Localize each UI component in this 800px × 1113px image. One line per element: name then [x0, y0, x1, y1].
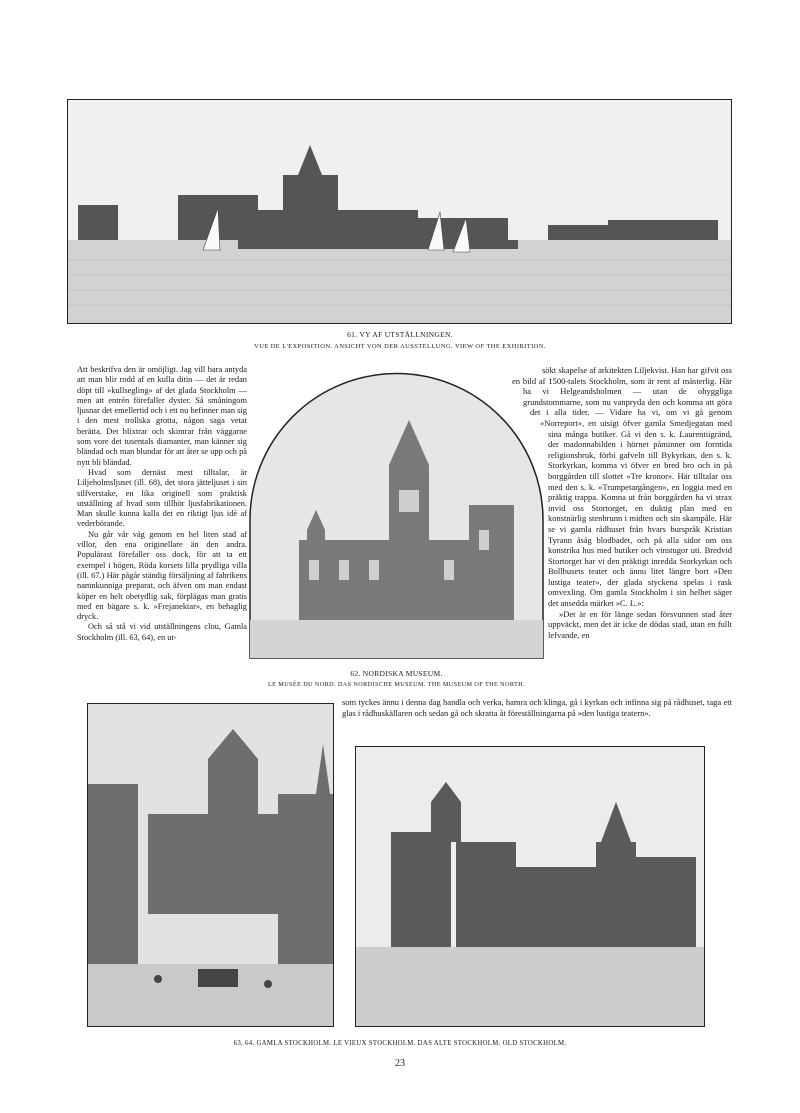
- figure-62-caption: 62. NORDISKA MUSEUM.: [350, 669, 443, 678]
- paragraph: Och så stå vi vid utställningens clou, Gamla Stockholm (ill. 63, 64), en ut-: [77, 622, 247, 642]
- text-column-right: [450, 365, 732, 660]
- page-number: 23: [395, 1058, 405, 1069]
- figure-63-64-caption: 63, 64. GAMLA STOCKHOLM. LE VIEUX STOCKHOLM. DAS ALTE STOCKHOLM. OLD STOCKHOLM.: [233, 1040, 567, 1047]
- text-continuation: som tyckes ännu i denna dag handla och verka, hamra och klinga, gå i kyrkan och infinna sig på rådhuset, taga ett glas i rådhuskällaren och sedan gå och skratta åt föreställningarna på »den lustiga teatern».: [342, 697, 732, 718]
- exhibition-panorama-image: [67, 99, 732, 324]
- gamla-stockholm-image-63: [87, 703, 334, 1027]
- figure-61-caption: 61. VY AF UTSTÄLLNINGEN.: [347, 330, 453, 339]
- paragraph: sökt skapelse af arkitekten Liljekvist. Han har gifvit oss en bild af 1500-talets Stockholm, som är rent af mästerlig. Här ha vi Helgeandsholmen — utan de ohyggliga grundstommarne, som nu vanpryda den och komma att göra det i alla tider. — Vidare ha vi, om vi gå genom »Norreport», en utsigt öfver gamla Smedjegatan med sina många butiker. Gå vi den s. k. Laurentiigränd, der madonnabilden i hörnet påminner om forntida religionsbruk, förbi gafveln till Bykyrkan, den s. k. Storkyrkan, komma vi öfver en bred bro och in på borggården till slottet »Tre kronor». Här tilltalar oss med den s. k. »Trumpetargången», en loggia med en präktig trappa. Komna ut från borggården ha vi strax invid oss Stortorget, en duktig plan med en konstnärlig stenbrunn i midten och sin skampåle. Här se vi gamla rådhuset från hvars burspråk Kristian Tyrann åsåg blodbadet, och på alla sidor om oss konstrika hus med butiker och vinstugor uti. Bredvid Stortorget har vi den präktigt inredda Storkyrkan och Bollhusets teater och ännu litet längre bort »Den lustiga teater», der glada styckena spelas i rask omvexling. Om gamla Stockholm i sin helhet säger det ansedda märket »C. L.»:: [512, 365, 732, 609]
- paragraph: Nu går vår väg genom en hel liten stad af villor, den ena originellare än den andra. Populärast förefaller oss dock, för att ta ett exempel i högen, Röda korsets lilla prydliga villa (ill. 67.) Här pågår ständig försäljning af fabrikens namnkunniga preparat, och äfven om man endast köper en helt obetydlig sak, förplägas man gratis med en bägare s. k. »Frejanektar», en behaglig dryck.: [77, 529, 247, 622]
- paragraph: Att beskrifva den är omöjligt. Jag vill bara antyda att man blir rodd af en kulla ditin — det är redan döpt till »kullsegling» af det glada Stockholm — men att entrén förefaller dyster. Så småningom ljusnar det emellertid och i ett nu befinner man sig i den mest trollska grotta, någon saga vetat berätta. Det blixtrar och skimrar från väggarne som vore det tusentals diamanter, man känner sig bländad och man blundar för att åter se upp och på nytt bli bländad.: [77, 365, 247, 467]
- gamla-stockholm-image-64: [355, 746, 705, 1027]
- paragraph: »Det är en för länge sedan försvunnen stad åter uppväckt, men det är icke de dödas stad, utan en fullt lefvande, en: [548, 608, 732, 640]
- figure-61-subcaption: VUE DE L'EXPOSITION. ANSICHT VON DER AUSSTELLUNG. VIEW OF THE EXHIBITION.: [254, 343, 546, 350]
- paragraph: Hvad som dernäst mest tilltalar, är Liljeholmsljuset (ill. 68), det stora jätteljuset i sin silfverstake, en lika originell som praktisk utställning af hvad som tillhör ljusfabrikationen. Man skulle kunna kalla det en riktigt ljus idé af vederbörande.: [77, 467, 247, 529]
- text-column-left: [77, 365, 247, 643]
- figure-62-subcaption: LE MUSÉE DU NORD. DAS NORDISCHE MUSEUM. THE MUSEUM OF THE NORTH.: [267, 681, 526, 688]
